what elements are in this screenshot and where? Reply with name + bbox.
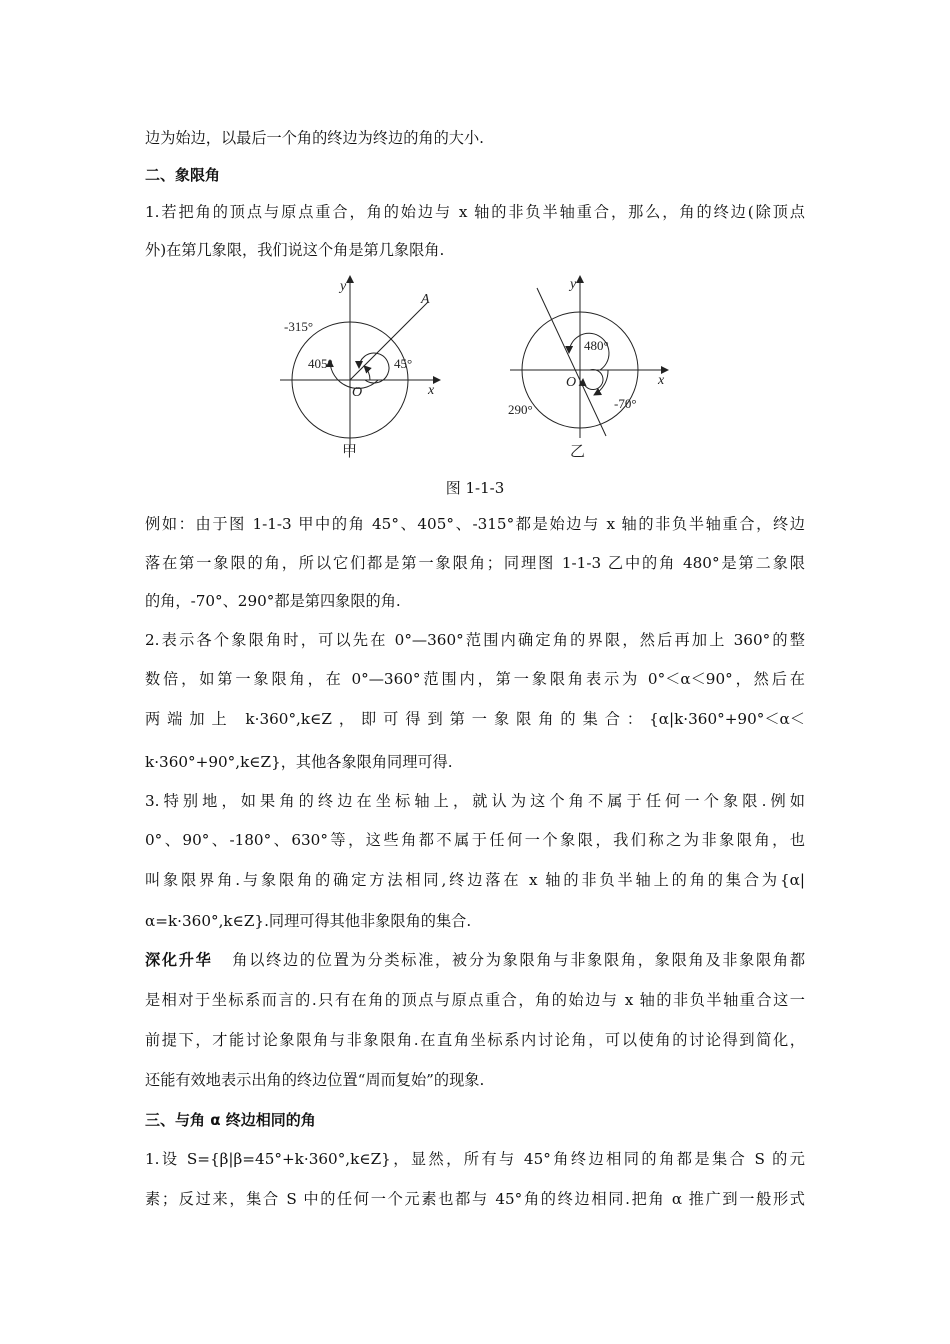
text-line: 素；反过来，集合 S 中的任何一个元素也都与 45°角的终边相同.把角 α 推广到一般形式: [145, 1190, 805, 1208]
text-line: 数倍，如第一象限角，在 0°—360°范围内，第一象限角表示为 0°＜α＜90°，然后在: [145, 670, 805, 688]
deepening-text: 角以终边的位置为分类标准，被分为象限角与非象限角，象限角及非象限角都: [230, 951, 806, 969]
deepening-paragraph-first-line: [145, 950, 805, 970]
label-origin-left: O: [352, 385, 363, 400]
arc-45: [364, 366, 370, 380]
label-yi: 乙: [570, 444, 586, 460]
label-angle-405: 405°: [308, 356, 333, 371]
text-line: 0°、90°、-180°、630°等，这些角都不属于任何一个象限，我们称之为非象限角，也: [145, 831, 805, 849]
arc-405: [359, 353, 389, 383]
text-line: 是相对于坐标系而言的.只有在角的顶点与原点重合，角的始边与 x 轴的非负半轴重合这一: [145, 991, 805, 1009]
label-angle-neg70: -70°: [614, 396, 637, 411]
label-angle-neg315: -315°: [284, 319, 314, 334]
text-line: 外)在第几象限，我们说这个角是第几象限角.: [145, 241, 445, 259]
label-angle-480: 480°: [584, 338, 609, 353]
label-angle-45: 45°: [394, 356, 413, 371]
text-line: 1.设 S={β|β=45°+k·360°,k∈Z}，显然，所有与 45°角终边相同的角都是集合 S 的元: [145, 1150, 805, 1168]
figure-1-1-3: [270, 268, 690, 468]
text-line: 例如：由于图 1-1-3 甲中的角 45°、405°、-315°都是始边与 x 轴的非负半轴重合，终边: [145, 515, 805, 533]
text-line: 两端加上 k·360°,k∈Z，即可得到第一象限角的集合：{α|k·360°+90°＜α＜: [145, 710, 805, 728]
text-line: 1.若把角的顶点与原点重合，角的始边与 x 轴的非负半轴重合，那么，角的终边(除顶点: [145, 203, 805, 221]
figure-caption: 图 1-1-3: [445, 479, 505, 497]
label-jia: 甲: [342, 444, 358, 460]
text-line: α=k·360°,k∈Z}.同理可得其他非象限角的集合.: [145, 912, 472, 930]
diagram-right: [508, 276, 668, 460]
text-line: 的角，-70°、290°都是第四象限的角.: [145, 592, 401, 610]
arc-290: [583, 370, 603, 390]
terminal-line-right: [537, 288, 606, 436]
text-line: 前提下，才能讨论象限角与非象限角.在直角坐标系内讨论角，可以使角的讨论得到简化，: [145, 1031, 805, 1049]
label-x-right: x: [658, 373, 665, 388]
text-line: k·360°+90°,k∈Z}，其他各象限角同理可得.: [145, 753, 453, 771]
text-line: 边为始边，以最后一个角的终边为终边的角的大小.: [145, 129, 484, 147]
label-x-left: x: [428, 383, 435, 398]
section-heading-coterminal-angle: 三、与角 α 终边相同的角: [145, 1111, 316, 1129]
section-heading-quadrant-angle: 二、象限角: [145, 166, 221, 184]
label-point-a: A: [421, 292, 430, 307]
text-line: 3.特别地，如果角的终边在坐标轴上，就认为这个角不属于任何一个象限.例如: [145, 792, 805, 810]
label-y-right: y: [570, 277, 577, 292]
diagram-left: [280, 276, 440, 460]
text-line: 2.表示各个象限角时，可以先在 0°—360°范围内确定角的界限，然后再加上 360°的整: [145, 631, 805, 649]
text-line: 叫象限界角.与象限角的确定方法相同,终边落在 x 轴的非负半轴上的角的集合为{α|: [145, 871, 805, 889]
text-line: 落在第一象限的角，所以它们都是第一象限角；同理图 1-1-3 乙中的角 480°是第二象限: [145, 554, 805, 572]
label-y-left: y: [340, 279, 347, 294]
deepening-label: 深化升华: [145, 951, 213, 969]
text-line: 还能有效地表示出角的终边位置“周而复始”的现象.: [145, 1071, 485, 1089]
label-origin-right: O: [566, 375, 577, 390]
label-angle-290: 290°: [508, 402, 533, 417]
